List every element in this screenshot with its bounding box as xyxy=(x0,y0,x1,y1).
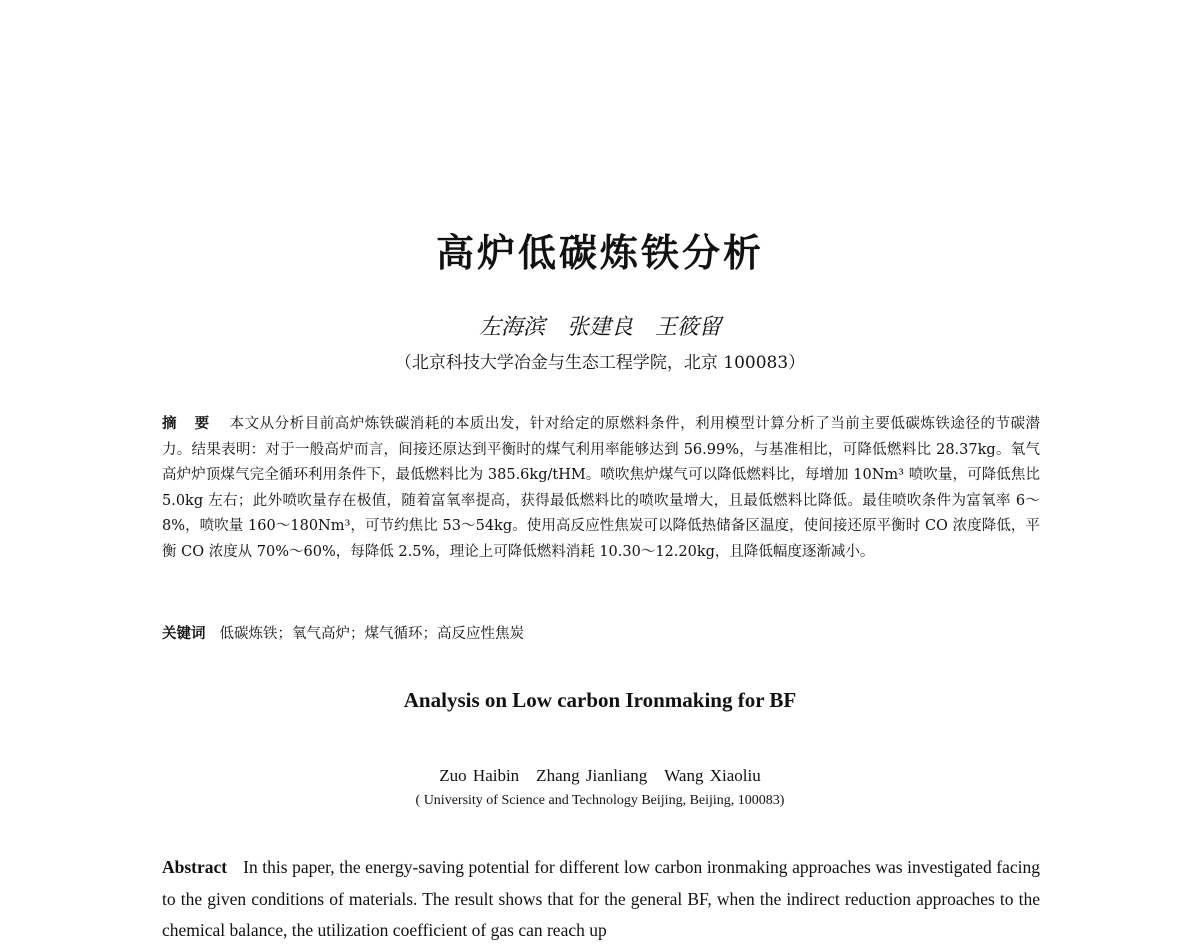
chinese-keywords xyxy=(162,622,1040,646)
chinese-keywords-text: 低碳炼铁；氧气高炉；煤气循环；高反应性焦炭 xyxy=(219,626,524,642)
chinese-abstract xyxy=(162,412,1040,566)
english-authors: Zuo Haibin Zhang Jianliang Wang Xiaoliu xyxy=(439,766,761,785)
english-abstract-text: In this paper, the energy-saving potential for different low carbon ironmaking approaches was investigated facing to the given conditions of materials. The result shows that for the general BF, when the indirect reduction approaches to the chemical balance, the utilization coefficient of gas can reach up xyxy=(162,857,1040,940)
english-title: Analysis on Low carbon Ironmaking for BF xyxy=(403,688,797,712)
chinese-affiliation: （北京科技大学冶金与生态工程学院，北京 100083） xyxy=(394,353,806,373)
english-affiliation: ( University of Science and Technology Beijing, Beijing, 100083) xyxy=(415,793,785,808)
chinese-title: 高炉低碳炼铁分析 xyxy=(435,231,764,275)
chinese-keywords-label: 关键词 xyxy=(162,626,206,642)
english-abstract xyxy=(162,852,1040,947)
english-abstract-label: Abstract xyxy=(162,857,228,877)
chinese-abstract-label: 摘 要 xyxy=(162,416,216,432)
chinese-abstract-text: 本文从分析目前高炉炼铁碳消耗的本质出发，针对给定的原燃料条件，利用模型计算分析了当前主要低碳炼铁途径的节碳潜力。结果表明：对于一般高炉而言，间接还原达到平衡时的煤气利用率能够达到 56.99%，与基准相比，可降低燃料比 28.37kg。氧气高炉炉顶煤气完全循环利用条件下，最低燃料比为 385.6kg/tHM。喷吹焦炉煤气可以降低燃料比，每增加 10Nm³ 喷吹量，可降低焦比 5.0kg 左右；此外喷吹量存在极值，随着富氧率提高，获得最低燃料比的喷吹量增大，且最低燃料比降低。最佳喷吹条件为富氧率 6～8%，喷吹量 160～180Nm³，可节约焦比 53～54kg。使用高反应性焦炭可以降低热储备区温度，使间接还原平衡时 CO 浓度降低，平衡 CO 浓度从 70%～60%，每降低 2.5%，理论上可降低燃料消耗 10.30～12.20kg，且降低幅度逐渐减小。 xyxy=(162,416,1040,560)
chinese-authors: 左海滨 张建良 王筱留 xyxy=(478,315,721,340)
